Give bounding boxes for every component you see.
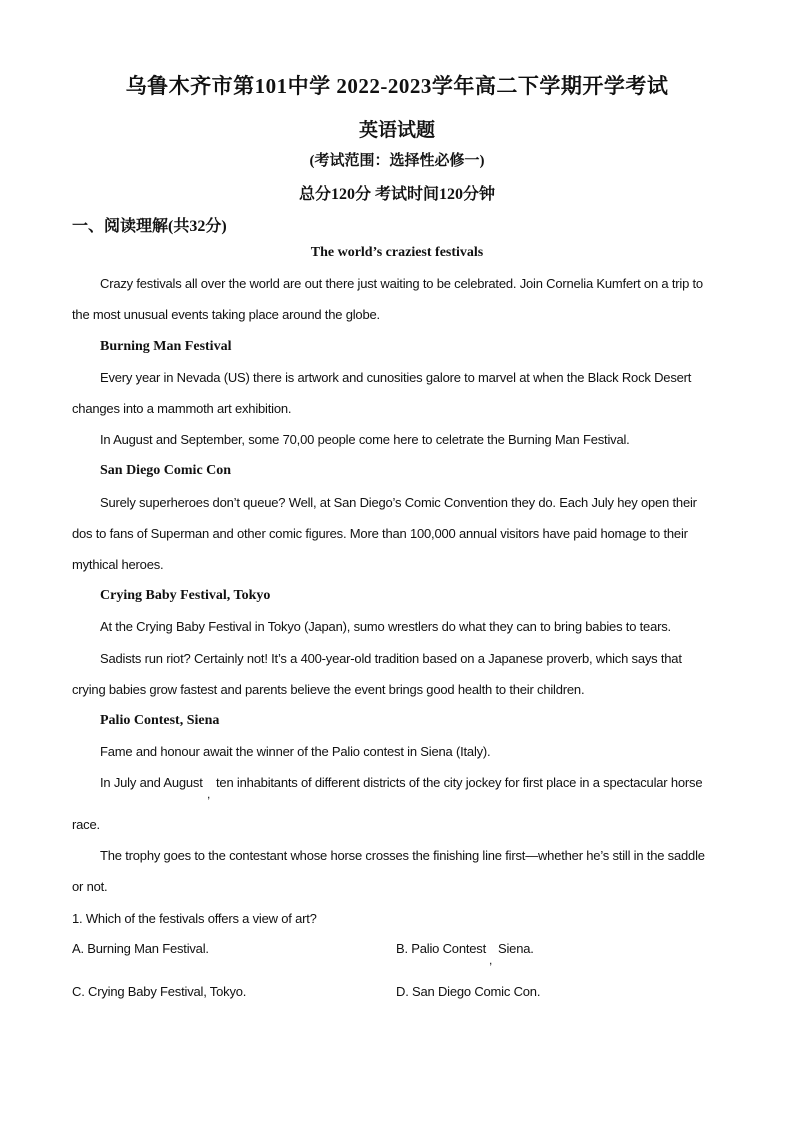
crying-baby-line-1: At the Crying Baby Festival in Tokyo (Japan), sumo wrestlers do what they can to bring babies to tears. (100, 619, 671, 634)
comic-con-line-1: Surely superheroes don’t queue? Well, at San Diego’s Comic Convention they do. Each July hey open their (100, 495, 697, 510)
exam-score-time: 总分120分 考试时间120分钟 (298, 186, 495, 203)
question-1-option-d: D. San Diego Comic Con. (396, 984, 541, 999)
stray-comma: , (207, 787, 211, 801)
comic-con-line-3: mythical heroes. (72, 557, 164, 572)
palio-line-2a: In July and August (100, 775, 203, 790)
intro-line-2: the most unusual events taking place around the globe. (72, 307, 380, 322)
palio-line-2b: ten inhabitants of different districts of the city jockey for first place in a spectacular horse (216, 775, 703, 790)
article-title: The world’s craziest festivals (310, 245, 484, 260)
comic-con-line-2: dos to fans of Superman and other comic figures. More than 100,000 annual visitors have paid homage to their (72, 526, 688, 541)
palio-line-4: The trophy goes to the contestant whose horse crosses the finishing line first—whether he’s still in the saddle (100, 848, 705, 863)
crying-baby-line-2: Sadists run riot? Certainly not! It’s a 400-year-old tradition based on a Japanese proverb, which says that (100, 651, 682, 666)
burning-man-heading: Burning Man Festival (100, 339, 232, 354)
burning-man-line-3: In August and September, some 70,00 people come here to celetrate the Burning Man Festival. (100, 432, 630, 447)
palio-line-5: or not. (72, 879, 108, 894)
burning-man-line-1: Every year in Nevada (US) there is artwork and cunosities galore to marvel at when the Black Rock Desert (100, 370, 692, 385)
question-1-option-b-part2: Siena. (498, 941, 534, 956)
burning-man-line-2: changes into a mammoth art exhibition. (72, 401, 292, 416)
crying-baby-heading: Crying Baby Festival, Tokyo (100, 588, 271, 603)
intro-line-1: Crazy festivals all over the world are out there just waiting to be celebrated. Join Cornelia Kumfert on a trip to (100, 276, 703, 291)
exam-title: 乌鲁木齐市第101中学 2022-2023学年高二下学期开学考试 (125, 74, 669, 98)
palio-heading: Palio Contest, Siena (100, 713, 220, 728)
comic-con-heading: San Diego Comic Con (100, 463, 232, 478)
crying-baby-line-3: crying babies grow fastest and parents believe the event brings good health to their children. (72, 682, 585, 697)
palio-line-1: Fame and honour await the winner of the Palio contest in Siena (Italy). (100, 744, 491, 759)
exam-scope: (考试范围：选择性必修一) (309, 153, 485, 169)
question-1-option-b-part1: B. Palio Contest (396, 941, 487, 956)
palio-line-3: race. (72, 817, 100, 832)
exam-subject: 英语试题 (358, 120, 435, 141)
question-1-stem: 1. Which of the festivals offers a view of art? (72, 911, 317, 926)
section-heading: 一、阅读理解(共32分) (72, 218, 227, 235)
question-1-option-a: A. Burning Man Festival. (72, 941, 209, 956)
option-b-comma: , (489, 953, 493, 967)
question-1-option-c: C. Crying Baby Festival, Tokyo. (72, 984, 247, 999)
